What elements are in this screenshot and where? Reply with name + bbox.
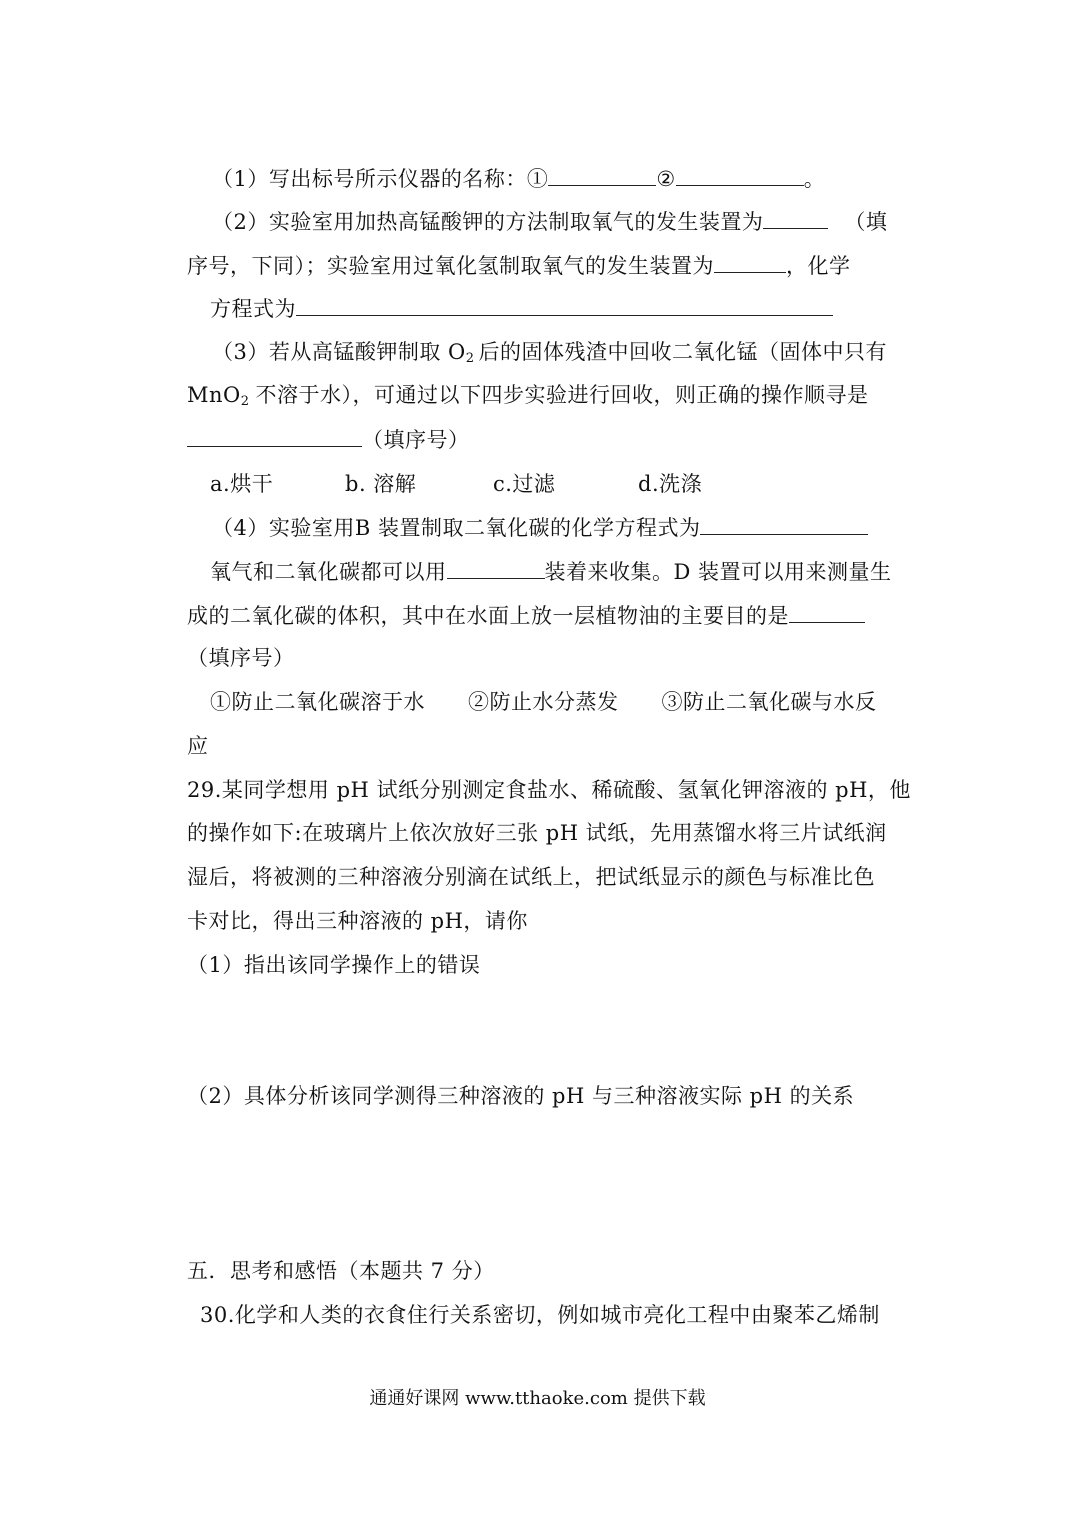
answer-blank-2[interactable] bbox=[676, 163, 804, 186]
option-a: a.烘干 bbox=[210, 472, 274, 496]
q28-part2-d: ，化学 bbox=[786, 254, 851, 278]
q28-part3-line3 bbox=[187, 424, 470, 455]
subscript-2: 2 bbox=[240, 394, 250, 409]
q30-line1 bbox=[200, 1300, 880, 1330]
q28-part4-b1: 氧气和二氧化碳都可以用 bbox=[210, 560, 447, 584]
q28-part2-line3 bbox=[210, 293, 833, 324]
q29-line4 bbox=[187, 906, 528, 936]
q28-part1-text: （1）写出标号所示仪器的名称：① bbox=[212, 167, 549, 191]
q28-part2-b: （填 bbox=[844, 210, 888, 234]
q29-sub1 bbox=[187, 950, 480, 980]
q28-part1-end: 。 bbox=[803, 167, 826, 191]
answer-blank-9[interactable] bbox=[789, 600, 865, 623]
q29-line3-text: 湿后，将被测的三种溶液分别滴在试纸上，把试纸显示的颜色与标准比色 bbox=[187, 865, 875, 889]
q28-part2-line1 bbox=[212, 206, 887, 237]
answer-blank-4[interactable] bbox=[714, 250, 786, 273]
q28-part4-line3 bbox=[187, 600, 865, 631]
q28-part4-line2 bbox=[210, 556, 892, 587]
q29-sub2 bbox=[187, 1081, 854, 1111]
option-b: b. 溶解 bbox=[345, 472, 417, 496]
q28-part4-line6 bbox=[187, 731, 209, 761]
answer-blank-8[interactable] bbox=[447, 556, 545, 579]
q29-sub1-text: （1）指出该同学操作上的错误 bbox=[187, 953, 481, 977]
q28-part2-e: 方程式为 bbox=[210, 297, 296, 321]
q29-sub2-text: （2）具体分析该同学测得三种溶液的 pH 与三种溶液实际 pH 的关系 bbox=[187, 1084, 855, 1108]
q28-part4-line5 bbox=[210, 687, 877, 717]
answer-blank-7[interactable] bbox=[700, 512, 868, 535]
q28-part4-line4 bbox=[187, 643, 295, 673]
q28-part2-c: 序号，下同）；实验室用过氧化氢制取氧气的发生装置为 bbox=[187, 254, 714, 278]
q28-part2-line2 bbox=[187, 250, 851, 281]
q30-line1-text: 30.化学和人类的衣食住行关系密切，例如城市亮化工程中由聚苯乙烯制 bbox=[200, 1303, 880, 1327]
q28-part4-a: （4）实验室用B 装置制取二氧化碳的化学方程式为 bbox=[212, 516, 701, 540]
answer-blank-3[interactable] bbox=[763, 206, 828, 229]
q28-part4-c: 成的二氧化碳的体积，其中在水面上放一层植物油的主要目的是 bbox=[187, 604, 789, 628]
q28-part3-line1 bbox=[212, 337, 887, 367]
q28-part3-b1: MnO bbox=[187, 383, 241, 407]
q28-part3-b2: 不溶于水），可通过以下四步实验进行回收，则正确的操作顺寻是 bbox=[255, 383, 869, 407]
q28-part1 bbox=[212, 163, 825, 194]
q28-part4-f: 应 bbox=[187, 734, 209, 758]
q29-line1 bbox=[187, 775, 911, 805]
option-d: d.洗涤 bbox=[638, 472, 703, 496]
q29-line1-text: 29.某同学想用 pH 试纸分别测定食盐水、稀硫酸、氢氧化钾溶液的 pH，他 bbox=[187, 778, 911, 802]
q28-options bbox=[210, 469, 702, 499]
q28-part3-c: （填序号） bbox=[362, 428, 470, 452]
subscript-2: 2 bbox=[465, 351, 475, 366]
q28-part3-a1: （3）若从高锰酸钾制取 O bbox=[212, 340, 466, 364]
q28-part1-mid: ② bbox=[656, 167, 676, 191]
q28-part3-a2: 后的固体残渣中回收二氧化锰（固体中只有 bbox=[478, 340, 888, 364]
answer-blank-6[interactable] bbox=[187, 424, 362, 447]
q28-part2-a: （2）实验室用加热高锰酸钾的方法制取氧气的发生装置为 bbox=[212, 210, 764, 234]
answer-blank-1[interactable] bbox=[548, 163, 656, 186]
q29-line4-text: 卡对比，得出三种溶液的 pH，请你 bbox=[187, 909, 528, 933]
option-c: c.过滤 bbox=[493, 472, 556, 496]
q28-part4-b2: 装着来收集。D 装置可以用来测量生 bbox=[544, 560, 892, 584]
q29-line2-text: 的操作如下:在玻璃片上依次放好三张 pH 试纸，先用蒸馏水将三片试纸润 bbox=[187, 821, 887, 845]
answer-blank-5[interactable] bbox=[296, 293, 833, 316]
q29-line2 bbox=[187, 818, 887, 848]
q28-part4-e: ①防止二氧化碳溶于水 ②防止水分蒸发 ③防止二氧化碳与水反 bbox=[210, 690, 877, 714]
q28-part3-line2 bbox=[187, 380, 869, 410]
q29-line3 bbox=[187, 862, 875, 892]
page-footer: 通通好课网 www.tthaoke.com 提供下载 bbox=[369, 1388, 706, 1409]
q28-part4-d: （填序号） bbox=[187, 646, 295, 670]
section-5-title-text: 五．思考和感悟（本题共 7 分） bbox=[187, 1259, 495, 1283]
q28-part4-line1 bbox=[212, 512, 868, 543]
section-5-title bbox=[187, 1256, 495, 1286]
